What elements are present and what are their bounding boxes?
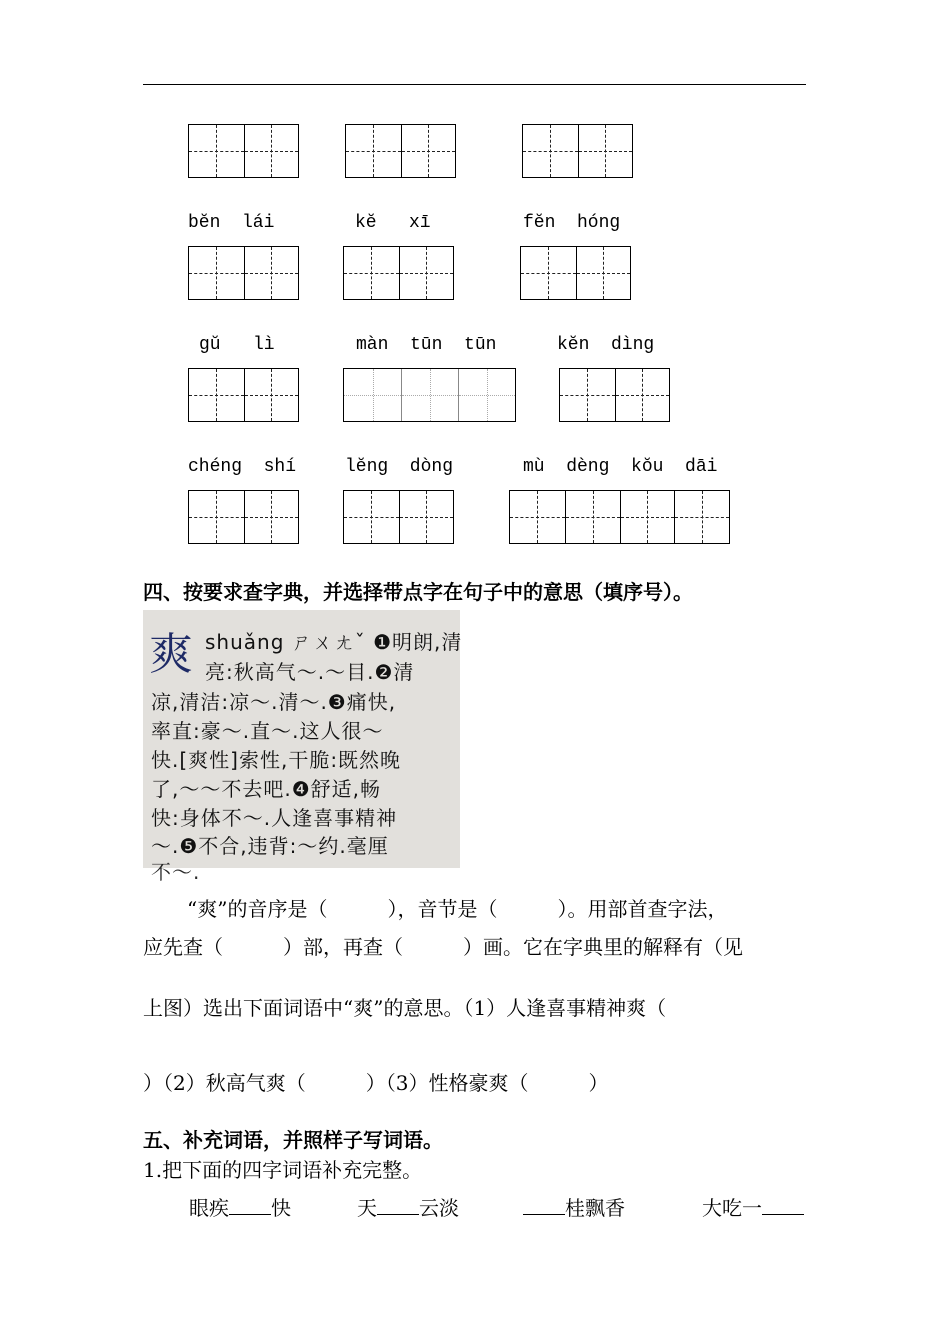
pinyin-label: mù dèng kŏu dāi (523, 457, 718, 477)
dictionary-line: 凉,清洁:凉～.清～.❸痛快, (151, 690, 397, 714)
pinyin-label: bĕn lái (188, 213, 275, 233)
writing-grid[interactable] (509, 490, 730, 544)
writing-grid[interactable] (520, 246, 631, 300)
fill-blank[interactable] (377, 1196, 419, 1215)
section5-subtitle: 1.把下面的四字词语补充完整。 (143, 1158, 423, 1182)
question-line: 上图）选出下面词语中“爽”的意思。（1）人逢喜事精神爽（ (143, 996, 667, 1020)
writing-grid[interactable] (559, 368, 670, 422)
idiom-item: 大吃一 (702, 1196, 804, 1220)
writing-grid[interactable] (522, 124, 633, 178)
question-line: ）（2）秋高气爽（ ）（3）性格豪爽（ ） (143, 1071, 609, 1095)
pinyin-label: fĕn hóng (523, 213, 621, 233)
section4-title: 四、按要求查字典，并选择带点字在句子中的意思（填序号）。 (143, 580, 693, 604)
dictionary-line: ～.❺不合,违背:～约.毫厘 (151, 834, 389, 858)
dictionary-line: 不～. (151, 860, 201, 884)
writing-grid[interactable] (188, 490, 299, 544)
dictionary-line: 快:身体不～.人逢喜事精神 (151, 806, 398, 830)
pinyin-label: chéng shí (188, 457, 297, 477)
question-line: 应先查（ ）部，再查（ ）画。它在字典里的解释有（见 (143, 935, 743, 959)
dictionary-entry-image (143, 610, 463, 884)
pinyin-label: lĕng dòng (345, 457, 454, 477)
fill-blank[interactable] (762, 1196, 804, 1215)
writing-grid[interactable] (343, 246, 454, 300)
fill-blank[interactable] (229, 1196, 271, 1215)
writing-grid[interactable] (188, 368, 299, 422)
writing-grid[interactable] (343, 368, 516, 422)
dictionary-line: 了,～～不去吧.❹舒适,畅 (151, 777, 382, 801)
pinyin-label: gŭ lì (199, 335, 275, 355)
dictionary-line: 快.[爽性]索性,干脆:既然晚 (151, 748, 402, 772)
dictionary-line: 率直:豪～.直～.这人很～ (151, 719, 384, 743)
pinyin-label: kĕn dìng (557, 335, 655, 355)
writing-grid[interactable] (343, 490, 454, 544)
idiom-item: 桂飘香 (523, 1196, 625, 1220)
writing-grid[interactable] (188, 124, 299, 178)
idiom-item: 眼疾 快 (189, 1196, 291, 1220)
pinyin-label: màn tūn tūn (356, 335, 497, 355)
dictionary-line: 亮:秋高气～.～目.❷清 (205, 660, 415, 684)
dictionary-headword: 爽 (149, 629, 193, 680)
idiom-item: 天 云淡 (357, 1196, 459, 1220)
section5-title: 五、补充词语，并照样子写词语。 (143, 1128, 443, 1152)
fill-blank[interactable] (523, 1196, 565, 1215)
writing-grid[interactable] (188, 246, 299, 300)
dictionary-line: shuǎng ㄕㄨㄤˇ ❶明朗,清 (205, 630, 463, 654)
pinyin-label: kĕ xī (355, 213, 431, 233)
writing-grid[interactable] (345, 124, 456, 178)
question-line: “爽”的音序是（ ），音节是（ ）。用部首查字法， (187, 897, 728, 921)
top-rule (143, 84, 806, 85)
